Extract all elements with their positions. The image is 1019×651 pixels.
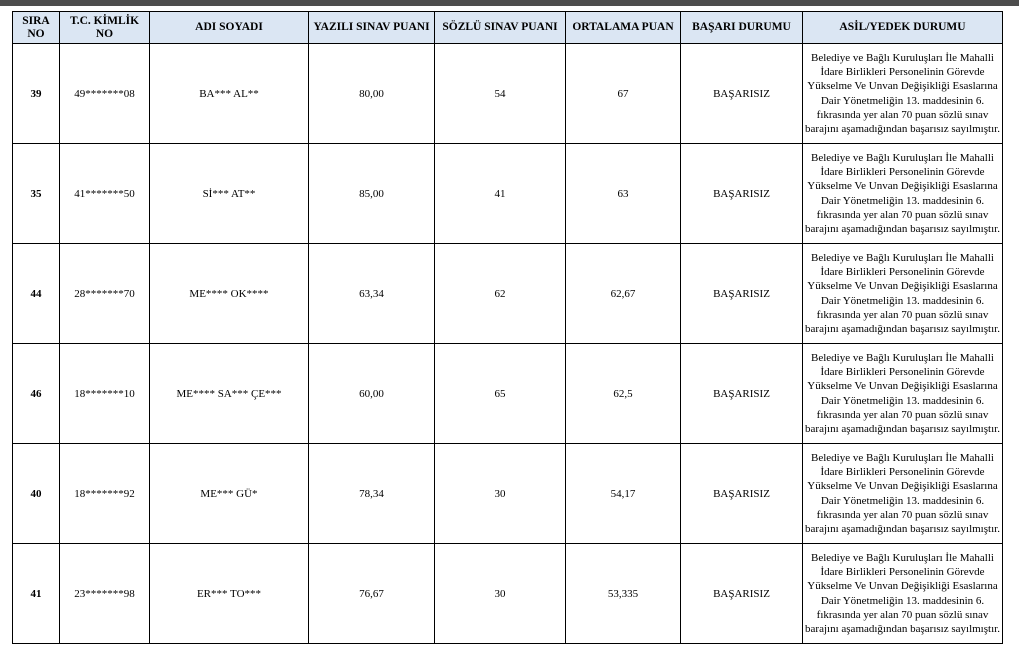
header-asil-yedek-durumu: ASİL/YEDEK DURUMU	[803, 12, 1003, 44]
cell-basari-durumu: BAŞARISIZ	[681, 144, 803, 244]
cell-sozlu-puani: 54	[435, 44, 566, 144]
cell-adi-soyadi: ME*** GÜ*	[150, 444, 309, 544]
cell-asil-yedek-durumu: Belediye ve Bağlı Kuruluşları İle Mahalli İdare Birlikleri Personelinin Görevde Yükselme Ve Unvan Değişikliği Esaslarına Dair Yönetmeliğin 13. maddesinin 6. fıkrasında yer alan 70 puan sözlü sınav barajını aşamadığından başarısız sayılmıştır.	[803, 44, 1003, 144]
cell-yazili-puani: 60,00	[309, 344, 435, 444]
top-border-strip	[0, 0, 1019, 6]
cell-ortalama-puan: 63	[566, 144, 681, 244]
cell-ortalama-puan: 62,67	[566, 244, 681, 344]
cell-ortalama-puan: 53,335	[566, 544, 681, 644]
table-row	[13, 244, 1003, 344]
cell-sozlu-puani: 30	[435, 444, 566, 544]
cell-sira-no: 41	[13, 544, 60, 644]
cell-sozlu-puani: 30	[435, 544, 566, 644]
table-row	[13, 444, 1003, 544]
header-sira-no: SIRA NO	[13, 12, 60, 44]
cell-sira-no: 35	[13, 144, 60, 244]
cell-ortalama-puan: 62,5	[566, 344, 681, 444]
cell-basari-durumu: BAŞARISIZ	[681, 544, 803, 644]
header-tc-kimlik-no: T.C. KİMLİK NO	[60, 12, 150, 44]
cell-basari-durumu: BAŞARISIZ	[681, 344, 803, 444]
cell-asil-yedek-durumu: Belediye ve Bağlı Kuruluşları İle Mahalli İdare Birlikleri Personelinin Görevde Yükselme Ve Unvan Değişikliği Esaslarına Dair Yönetmeliğin 13. maddesinin 6. fıkrasında yer alan 70 puan sözlü sınav barajını aşamadığından başarısız sayılmıştır.	[803, 444, 1003, 544]
cell-tc-kimlik-no: 18*******10	[60, 344, 150, 444]
cell-sira-no: 40	[13, 444, 60, 544]
cell-asil-yedek-durumu: Belediye ve Bağlı Kuruluşları İle Mahalli İdare Birlikleri Personelinin Görevde Yükselme Ve Unvan Değişikliği Esaslarına Dair Yönetmeliğin 13. maddesinin 6. fıkrasında yer alan 70 puan sözlü sınav barajını aşamadığından başarısız sayılmıştır.	[803, 244, 1003, 344]
cell-yazili-puani: 80,00	[309, 44, 435, 144]
cell-asil-yedek-durumu: Belediye ve Bağlı Kuruluşları İle Mahalli İdare Birlikleri Personelinin Görevde Yükselme Ve Unvan Değişikliği Esaslarına Dair Yönetmeliğin 13. maddesinin 6. fıkrasında yer alan 70 puan sözlü sınav barajını aşamadığından başarısız sayılmıştır.	[803, 544, 1003, 644]
cell-sira-no: 39	[13, 44, 60, 144]
cell-tc-kimlik-no: 41*******50	[60, 144, 150, 244]
cell-adi-soyadi: ME**** SA*** ÇE***	[150, 344, 309, 444]
cell-yazili-puani: 85,00	[309, 144, 435, 244]
cell-adi-soyadi: Sİ*** AT**	[150, 144, 309, 244]
cell-yazili-puani: 78,34	[309, 444, 435, 544]
cell-tc-kimlik-no: 49*******08	[60, 44, 150, 144]
results-table	[12, 11, 1003, 644]
header-sozlu-puani: SÖZLÜ SINAV PUANI	[435, 12, 566, 44]
cell-ortalama-puan: 54,17	[566, 444, 681, 544]
cell-sozlu-puani: 62	[435, 244, 566, 344]
cell-ortalama-puan: 67	[566, 44, 681, 144]
cell-adi-soyadi: BA*** AL**	[150, 44, 309, 144]
cell-tc-kimlik-no: 23*******98	[60, 544, 150, 644]
cell-basari-durumu: BAŞARISIZ	[681, 44, 803, 144]
header-ortalama-puan: ORTALAMA PUAN	[566, 12, 681, 44]
cell-tc-kimlik-no: 28*******70	[60, 244, 150, 344]
cell-tc-kimlik-no: 18*******92	[60, 444, 150, 544]
cell-sozlu-puani: 65	[435, 344, 566, 444]
table-row	[13, 144, 1003, 244]
cell-asil-yedek-durumu: Belediye ve Bağlı Kuruluşları İle Mahalli İdare Birlikleri Personelinin Görevde Yükselme Ve Unvan Değişikliği Esaslarına Dair Yönetmeliğin 13. maddesinin 6. fıkrasında yer alan 70 puan sözlü sınav barajını aşamadığından başarısız sayılmıştır.	[803, 144, 1003, 244]
cell-yazili-puani: 76,67	[309, 544, 435, 644]
table-row	[13, 544, 1003, 644]
cell-asil-yedek-durumu: Belediye ve Bağlı Kuruluşları İle Mahalli İdare Birlikleri Personelinin Görevde Yükselme Ve Unvan Değişikliği Esaslarına Dair Yönetmeliğin 13. maddesinin 6. fıkrasında yer alan 70 puan sözlü sınav barajını aşamadığından başarısız sayılmıştır.	[803, 344, 1003, 444]
cell-adi-soyadi: ME**** OK****	[150, 244, 309, 344]
cell-basari-durumu: BAŞARISIZ	[681, 444, 803, 544]
cell-sira-no: 46	[13, 344, 60, 444]
cell-yazili-puani: 63,34	[309, 244, 435, 344]
table-row	[13, 344, 1003, 444]
table-row	[13, 44, 1003, 144]
header-row	[13, 12, 1003, 44]
cell-adi-soyadi: ER*** TO***	[150, 544, 309, 644]
header-yazili-puani: YAZILI SINAV PUANI	[309, 12, 435, 44]
cell-sira-no: 44	[13, 244, 60, 344]
header-adi-soyadi: ADI SOYADI	[150, 12, 309, 44]
cell-basari-durumu: BAŞARISIZ	[681, 244, 803, 344]
cell-sozlu-puani: 41	[435, 144, 566, 244]
header-basari-durumu: BAŞARI DURUMU	[681, 12, 803, 44]
